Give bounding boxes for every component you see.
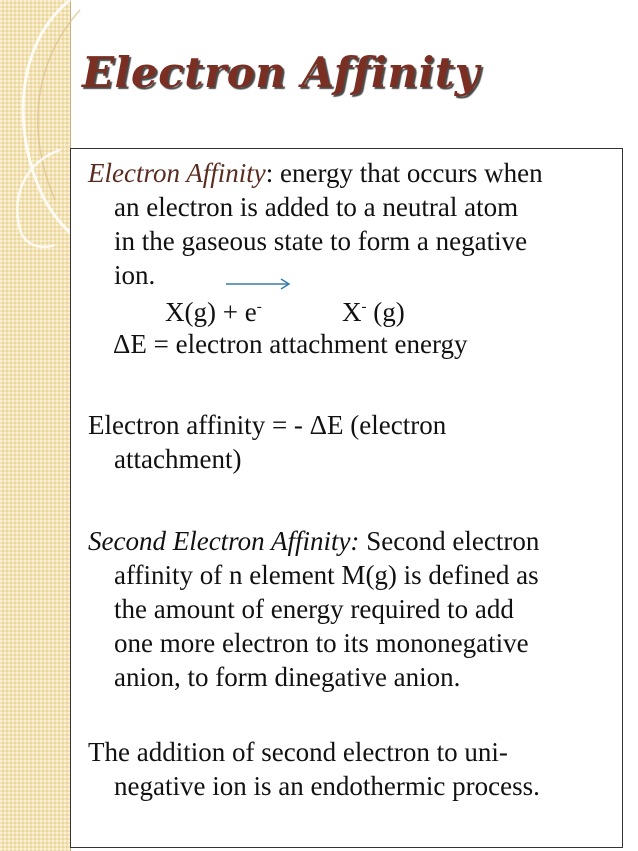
definition-line: one more electron to its mononegative: [114, 628, 529, 658]
definition-line: the amount of energy required to add: [114, 594, 514, 624]
definition-text: : energy that occurs when: [265, 158, 543, 188]
definition-line: affinity of n element M(g) is defined as: [114, 560, 539, 590]
closing-line: The addition of second electron to uni-: [88, 737, 508, 767]
slide-title: Electron Affinity: [82, 48, 480, 97]
equation-products: [342, 295, 405, 329]
electron-affinity-relation: [88, 408, 618, 476]
reaction-arrow-icon: [224, 276, 294, 292]
definition-electron-affinity: [88, 156, 618, 292]
delta-e-definition: ΔE = electron attachment energy: [113, 329, 468, 359]
equation-rhs-text: X: [342, 297, 362, 327]
closing-statement: [88, 735, 618, 803]
definition-line: anion, to form dinegative anion.: [114, 662, 461, 692]
term-electron-affinity: Electron Affinity: [88, 158, 266, 188]
definition-line: an electron is added to a neutral atom: [114, 192, 519, 222]
equation-lhs-text: X(g) + e: [165, 297, 257, 327]
definition-text: Second electron: [359, 526, 540, 556]
closing-line: negative ion is an endothermic process.: [114, 771, 540, 801]
definition-line: ion.: [114, 260, 156, 290]
term-second-electron-affinity: Second Electron Affinity:: [88, 526, 360, 556]
equation-rhs-state: (g): [366, 297, 405, 327]
definition-second-electron-affinity: [88, 524, 618, 694]
electron-charge: -: [256, 299, 262, 315]
equation-reactants: [165, 295, 262, 329]
relation-line: Electron affinity = - ΔE (electron: [88, 410, 447, 440]
relation-line: attachment): [114, 444, 242, 474]
definition-line: in the gaseous state to form a negative: [114, 226, 528, 256]
anion-charge: -: [361, 299, 367, 315]
